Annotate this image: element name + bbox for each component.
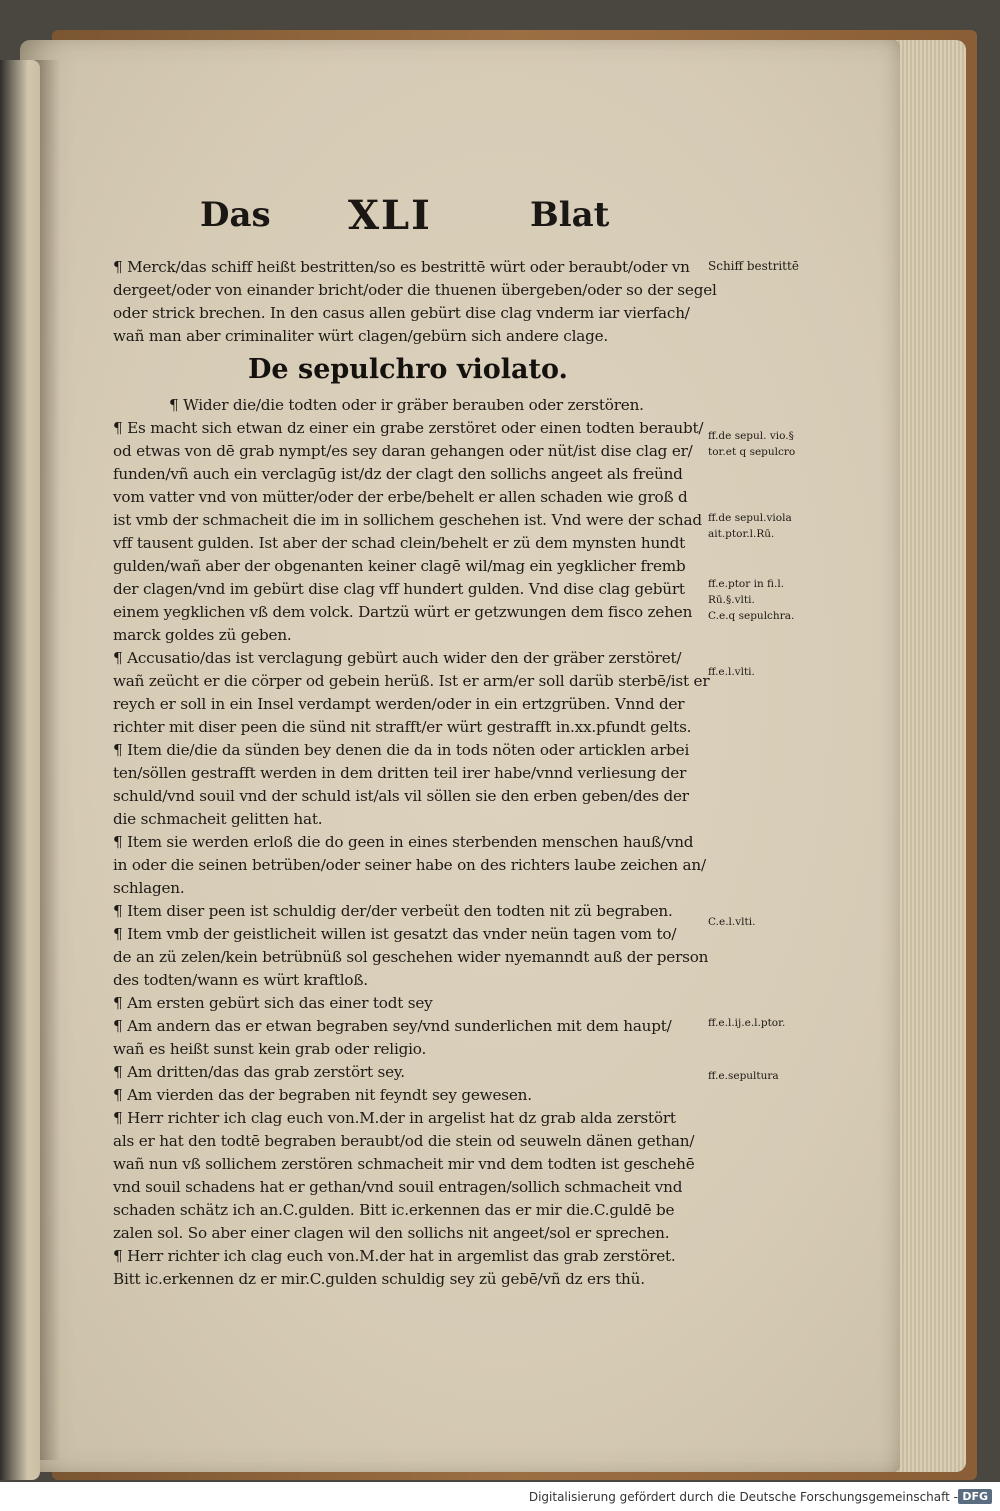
text-line: ¶ Item die/die da sünden bey denen die da in tods nöten oder articklen arbei: [113, 741, 690, 759]
text-line: ¶ Herr richter ich clag euch von.M.der hat in argemlist das grab zerstöret.: [113, 1247, 676, 1265]
margin-note: ff.e.l.vlti.: [708, 666, 755, 678]
text-line: ¶ Accusatio/das ist verclagung gebürt auch wider den der gräber zerstöret/: [113, 649, 682, 667]
text-line: ¶ Es macht sich etwan dz einer ein grabe zerstöret oder einen todten beraubt/: [113, 419, 704, 437]
text-line: schaden schätz ich an.C.gulden. Bitt ic.erkennen das er mir die.C.guldē be: [113, 1201, 675, 1219]
text-line: zalen sol. So aber einer clagen wil den sollichs nit angeet/sol er sprechen.: [113, 1224, 670, 1242]
text-line: wañ nun vß sollichem zerstören schmacheit mir vnd dem todten ist geschehē: [113, 1155, 695, 1173]
margin-note: ff.e.l.ij.e.l.ptor.: [708, 1017, 786, 1029]
text-line: ¶ Merck/das schiff heißt bestritten/so es bestrittē würt oder beraubt/oder vn: [113, 258, 690, 276]
text-line: vff tausent gulden. Ist aber der schad clein/behelt er zü dem mynsten hundt: [113, 534, 686, 552]
text-line: ¶ Wider die/die todten oder ir gräber berauben oder zerstören.: [169, 396, 644, 414]
margin-note: ait.ptor.l.Rū.: [708, 528, 775, 540]
text-line: gulden/wañ aber der obgenanten keiner clagē wil/mag ein yegklicher fremb: [113, 557, 686, 575]
text-line: in oder die seinen betrüben/oder seiner habe on des richters laube zeichen an/: [113, 856, 706, 874]
margin-note: ff.e.ptor in fi.l.: [708, 578, 785, 590]
text-line: wañ man aber criminaliter würt clagen/gebürn sich andere clage.: [113, 327, 609, 345]
text-line: des todten/wann es würt kraftloß.: [113, 971, 368, 989]
text-line: wañ zeücht er die cörper od gebein herüß. Ist er arm/er soll darüb sterbē/ist er: [113, 672, 710, 690]
header-right: Blat: [530, 195, 610, 235]
footer-credit: Digitalisierung gefördert durch die Deutsche Forschungsgemeinschaft -: [528, 1490, 958, 1504]
page-edges: [896, 40, 966, 1472]
text-line: oder strick brechen. In den casus allen gebürt dise clag vnderm iar vierfach/: [113, 304, 690, 322]
text-line: schuld/vnd souil vnd der schuld ist/als vil söllen sie den erben geben/des der: [113, 787, 689, 805]
header-left: Das: [200, 195, 271, 235]
footer-bar: [0, 1482, 1000, 1511]
margin-note: ff.e.sepultura: [708, 1070, 779, 1082]
text-line: ¶ Am andern das er etwan begraben sey/vnd sunderlichen mit dem haupt/: [113, 1017, 672, 1035]
text-line: wañ es heißt sunst kein grab oder religio.: [113, 1040, 427, 1058]
text-line: ten/söllen gestrafft werden in dem dritten teil irer habe/vnnd verliesung der: [113, 764, 687, 782]
text-line: marck goldes zü geben.: [113, 626, 292, 644]
text-line: der clagen/vnd im gebürt dise clag vff hundert gulden. Vnd dise clag gebürt: [113, 580, 685, 598]
text-line: ¶ Item vmb der geistlicheit willen ist gesatzt das vnder neün tagen vom to/: [113, 925, 677, 943]
section-title: De sepulchro violato.: [248, 354, 568, 385]
text-line: reych er soll in ein Insel verdampt werden/oder in ein ertzgrüben. Vnnd der: [113, 695, 685, 713]
text-line: ¶ Am vierden das der begraben nit feyndt sey gewesen.: [113, 1086, 532, 1104]
margin-note: Rū.§.vlti.: [708, 594, 755, 606]
text-line: funden/vñ auch ein verclagūg ist/dz der clagt den sollichs angeet als freünd: [113, 465, 683, 483]
text-line: dergeet/oder von einander bricht/oder die thuenen übergeben/oder so der segel: [113, 281, 717, 299]
text-line: einem yegklichen vß dem volck. Dartzü würt er getzwungen dem fisco zehen: [113, 603, 693, 621]
dfg-logo: DFG: [958, 1489, 992, 1504]
text-line: vom vatter vnd von mütter/oder der erbe/behelt er allen schaden wie groß d: [113, 488, 688, 506]
text-line: vnd souil schadens hat er gethan/vnd souil entragen/sollich schmacheit vnd: [113, 1178, 683, 1196]
page-header: [200, 192, 620, 245]
margin-note: Schiff bestrittē: [708, 259, 799, 273]
text-line: ¶ Herr richter ich clag euch von.M.der in argelist hat dz grab alda zerstört: [113, 1109, 676, 1127]
header-folio-number: XLI: [348, 192, 432, 239]
text-line: ¶ Am ersten gebürt sich das einer todt sey: [113, 994, 433, 1012]
margin-note: ff.de sepul. vio.§: [708, 430, 794, 442]
margin-note: C.e.q sepulchra.: [708, 610, 795, 622]
text-line: richter mit diser peen die sünd nit strafft/er würt gestrafft in.xx.pfundt gelts.: [113, 718, 692, 736]
text-line: ¶ Am dritten/das das grab zerstört sey.: [113, 1063, 405, 1081]
text-line: als er hat den todtē begraben beraubt/od die stein od seuweln dänen gethan/: [113, 1132, 695, 1150]
text-line: schlagen.: [113, 879, 185, 897]
text-line: ¶ Item diser peen ist schuldig der/der verbeüt den todten nit zü begraben.: [113, 902, 673, 920]
text-line: Bitt ic.erkennen dz er mir.C.gulden schuldig sey zü gebē/vñ dz ers thü.: [113, 1270, 645, 1288]
facing-page-edge: [0, 60, 40, 1480]
text-line: od etwas von dē grab nympt/es sey daran gehangen oder nüt/ist dise clag er/: [113, 442, 693, 460]
text-line: die schmacheit gelitten hat.: [113, 810, 323, 828]
margin-note: tor.et q sepulcro: [708, 446, 796, 458]
text-line: ist vmb der schmacheit die im in sollichem geschehen ist. Vnd were der schad: [113, 511, 702, 529]
margin-note: C.e.l.vlti.: [708, 916, 756, 928]
text-line: de an zü zelen/kein betrübnüß sol geschehen wider nyemanndt auß der person: [113, 948, 709, 966]
text-line: ¶ Item sie werden erloß die do geen in eines sterbenden menschen hauß/vnd: [113, 833, 694, 851]
margin-note: ff.de sepul.viola: [708, 512, 792, 524]
